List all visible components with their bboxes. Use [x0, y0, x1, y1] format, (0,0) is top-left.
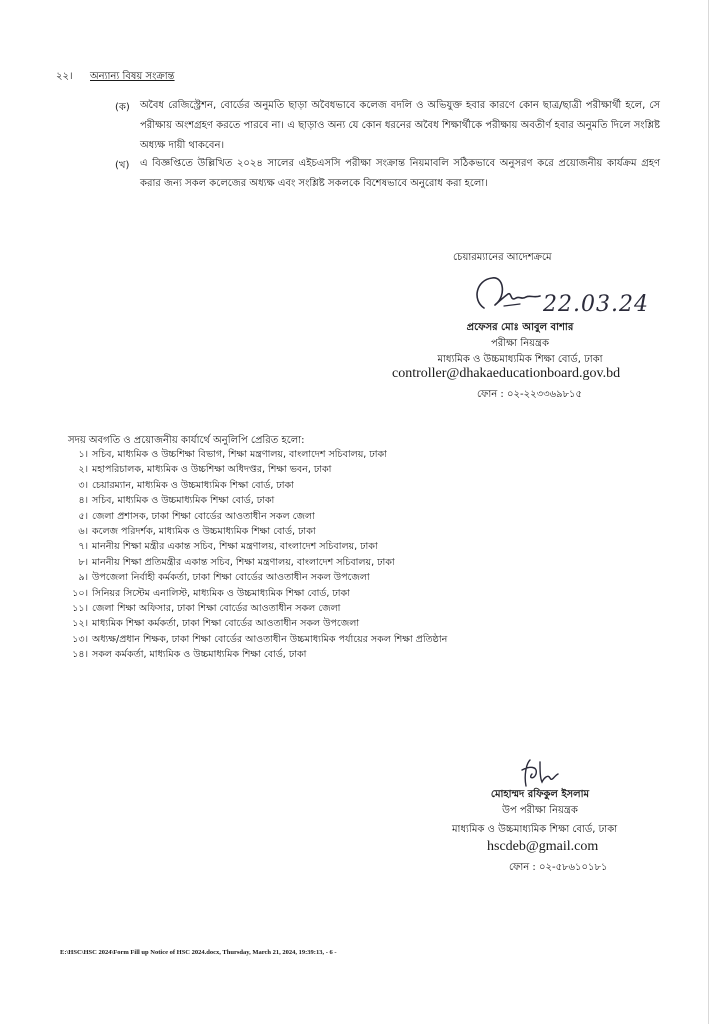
handwritten-date: 22.03.24	[543, 292, 649, 317]
cc-list-item	[68, 616, 447, 631]
cc-item-number: ৭।	[78, 541, 88, 553]
section-title: অন্যান্য বিষয় সংক্রান্ত	[90, 71, 175, 82]
cc-item-number: ২।	[78, 464, 88, 476]
cc-item-text: উপজেলা নির্বাহী কর্মকর্তা, ঢাকা শিক্ষা বোর্ডের আওতাধীন সকল উপজেলা	[92, 572, 370, 584]
item-text-kha: এ বিজ্ঞপ্তিতে উল্লিখিত ২০২৪ সালের এইচএসসি পরীক্ষা সংক্রান্ত নিয়মাবলি সঠিকভাবে অনুসরণ করে প্রয়োজনীয় কার্যক্রম গ্রহণ করার জন্য সকল কলেজের অধ্যক্ষ এবং সংশ্লিষ্ট সকলকে বিশেষভাবে অনুরোধ করা হলো।	[140, 158, 660, 189]
cc-list-item	[68, 478, 447, 493]
signatory-1-phone: ফোন : ০২-২২৩৩৬৯৮১৫	[477, 389, 583, 400]
item-text-ka: অবৈধ রেজিস্ট্রেশন, বোর্ডের অনুমতি ছাড়া অবৈধভাবে কলেজ বদলি ও অভিযুক্ত হবার কারণে কোন ছাত্র/ছাত্রী পরীক্ষার্থী হলে, সে পরীক্ষায় অংশগ্রহণ করতে পারবে না। এ ছাড়াও অন্য যে কোন ধরনের অবৈধ শিক্ষার্থীকে পরীক্ষায় অবতীর্ণ হবার অনুমতি দিলে সংশ্লিষ্ট অধ্যক্ষ দায়ী থাকবেন।	[140, 100, 660, 151]
signatory-2-phone: ফোন : ০২-৫৮৬১০১৮১	[509, 862, 608, 873]
cc-item-text: মাননীয় শিক্ষা মন্ত্রীর একান্ত সচিব, শিক্ষা মন্ত্রণালয়, বাংলাদেশ সচিবালয়, ঢাকা	[92, 541, 378, 553]
signatory-2-email: hscdeb@gmail.com	[487, 839, 599, 854]
cc-item-text: অধ্যক্ষ/প্রধান শিক্ষক, ঢাকা শিক্ষা বোর্ডের আওতাধীন উচ্চমাধ্যমিক পর্যায়ের সকল শিক্ষা প্রতিষ্ঠান	[92, 633, 448, 645]
cc-item-number: ৩।	[78, 479, 88, 491]
cc-item-number: ১২।	[72, 618, 88, 630]
section-number: ২২।	[56, 71, 73, 82]
item-marker-kha: (খ)	[115, 160, 130, 171]
cc-item-number: ৪।	[78, 495, 88, 507]
cc-item-number: ১০।	[72, 587, 88, 599]
cc-item-text: জেলা প্রশাসক, ঢাকা শিক্ষা বোর্ডের আওতাধীন সকল জেলা	[92, 510, 315, 522]
cc-item-number: ১৩।	[72, 633, 88, 645]
cc-list-item	[68, 539, 447, 554]
cc-item-number: ১১।	[72, 603, 88, 615]
cc-item-number: ৯।	[78, 572, 88, 584]
cc-item-number: ৮।	[78, 556, 88, 568]
cc-list-item	[68, 647, 447, 662]
cc-list-item	[68, 447, 447, 462]
cc-item-text: সচিব, মাধ্যমিক ও উচ্চশিক্ষা বিভাগ, শিক্ষা মন্ত্রণালয়, বাংলাদেশ সচিবালয়, ঢাকা	[92, 449, 387, 460]
cc-list	[68, 447, 447, 663]
cc-list-item	[68, 493, 447, 508]
cc-list-item	[68, 555, 447, 570]
signatory-1-title: পরীক্ষা নিয়ন্ত্রক	[491, 338, 549, 349]
cc-item-text: চেয়ারম্যান, মাধ্যমিক ও উচ্চমাধ্যমিক শিক্ষা বোর্ড, ঢাকা	[92, 479, 294, 491]
cc-item-number: ১৪।	[72, 649, 88, 661]
page-edge-line	[708, 0, 709, 1024]
cc-item-text: জেলা শিক্ষা অফিসার, ঢাকা শিক্ষা বোর্ডের আওতাধীন সকল জেলা	[92, 603, 341, 615]
cc-list-item	[68, 462, 447, 477]
cc-list-item	[68, 570, 447, 585]
signatory-2-block	[440, 787, 640, 819]
signatory-1-email: controller@dhakaeducationboard.gov.bd	[392, 366, 621, 381]
item-marker-ka: (ক)	[115, 102, 130, 113]
cc-item-text: মাননীয় শিক্ষা প্রতিমন্ত্রীর একান্ত সচিব, শিক্ষা মন্ত্রণালয়, বাংলাদেশ সচিবালয়, ঢাকা	[92, 556, 395, 568]
cc-item-text: মহাপরিচালক, মাধ্যমিক ও উচ্চশিক্ষা অধিদপ্তর, শিক্ষা ভবন, ঢাকা	[92, 464, 332, 476]
cc-item-text: সকল কর্মকর্তা, মাধ্যমিক ও উচ্চমাধ্যমিক শিক্ষা বোর্ড, ঢাকা	[92, 649, 307, 661]
signatory-2-title: উপ পরীক্ষা নিয়ন্ত্রক	[502, 805, 578, 816]
signatory-2-name: মোহাম্মদ রফিকুল ইসলাম	[490, 789, 590, 800]
cc-list-item	[68, 632, 447, 647]
cc-list-item	[68, 509, 447, 524]
order-line: চেয়ারম্যানের আদেশক্রমে	[453, 252, 552, 263]
cc-item-number: ৬।	[78, 526, 88, 538]
cc-list-item	[68, 524, 447, 539]
cc-item-number: ১।	[78, 449, 88, 460]
cc-item-text: কলেজ পরিদর্শক, মাধ্যমিক ও উচ্চমাধ্যমিক শিক্ষা বোর্ড, ঢাকা	[92, 526, 316, 538]
signatory-1-name: প্রফেসর মোঃ আবুল বাশার	[466, 322, 574, 333]
footer-file-path: E:\HSC\HSC 2024\Form Fill up Notice of HSC 2024.docx, Thursday, March 21, 2024, 19:39:13, - 6 -	[60, 949, 337, 956]
cc-list-item	[68, 601, 447, 616]
cc-list-item	[68, 586, 447, 601]
cc-heading: সদয় অবগতি ও প্রয়োজনীয় কার্যার্থে অনুলিপি প্রেরিত হলো:	[68, 435, 305, 446]
cc-item-text: সিনিয়র সিস্টেম এনালিস্ট, মাধ্যমিক ও উচ্চমাধ্যমিক শিক্ষা বোর্ড, ঢাকা	[92, 587, 350, 599]
cc-item-text: মাধ্যমিক শিক্ষা কর্মকর্তা, ঢাকা শিক্ষা বোর্ডের আওতাধীন সকল উপজেলা	[92, 618, 360, 630]
cc-item-number: ৫।	[78, 510, 88, 522]
signatory-1-org: মাধ্যমিক ও উচ্চমাধ্যমিক শিক্ষা বোর্ড, ঢাকা	[437, 354, 603, 365]
signatory-1-block	[400, 320, 640, 368]
cc-item-text: সচিব, মাধ্যমিক ও উচ্চমাধ্যমিক শিক্ষা বোর্ড, ঢাকা	[92, 495, 275, 507]
signatory-2-org: মাধ্যমিক ও উচ্চমাধ্যমিক শিক্ষা বোর্ড, ঢাকা	[452, 824, 618, 835]
